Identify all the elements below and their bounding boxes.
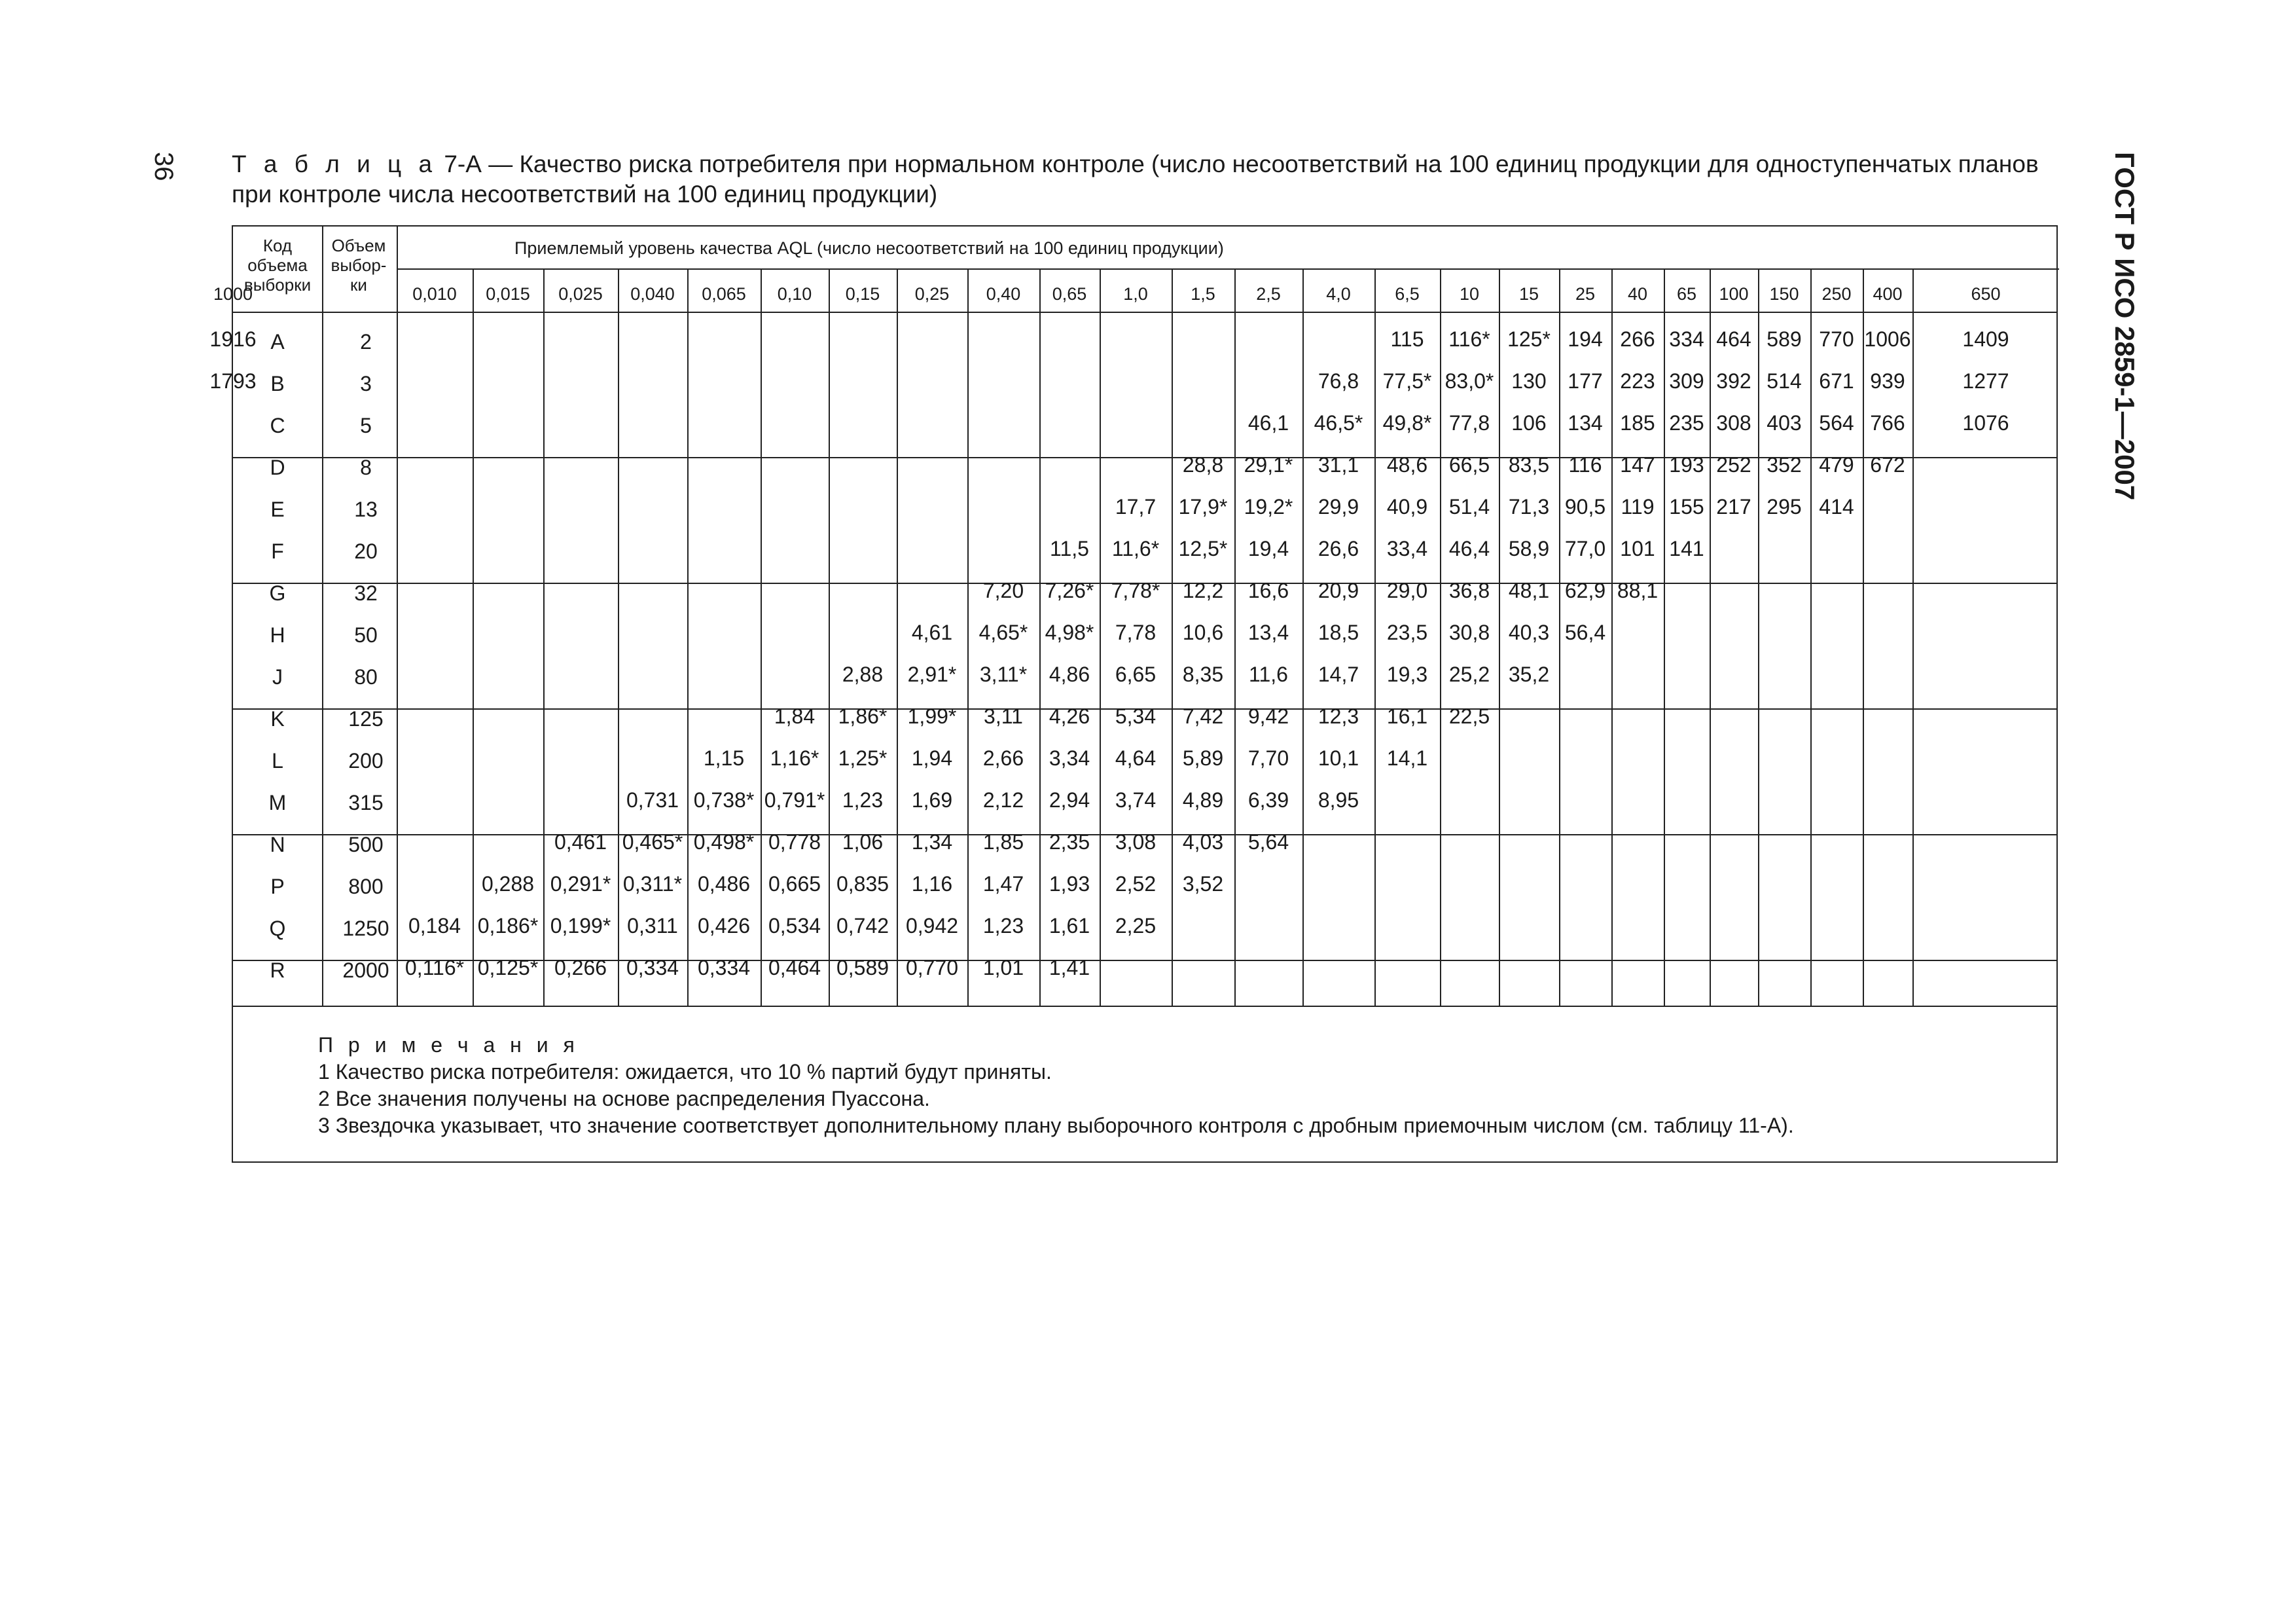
table-cell: 0,534 bbox=[768, 914, 821, 938]
table-cell: 217 bbox=[1716, 495, 1751, 519]
column-divider bbox=[473, 268, 474, 1006]
table-cell: 11,5 bbox=[1050, 537, 1089, 560]
table-cell: 0,311 bbox=[627, 914, 678, 938]
table-cell: 101 bbox=[1620, 537, 1655, 560]
table-cell: 939 bbox=[1870, 369, 1905, 393]
table-cell: 56,4 bbox=[1564, 621, 1606, 644]
table-cell: 0,464 bbox=[768, 956, 821, 979]
table-cell: 40,9 bbox=[1386, 495, 1428, 519]
table-cell: 4,26 bbox=[1049, 704, 1090, 728]
aql-level: 0,65 bbox=[1052, 284, 1087, 304]
table-cell: 2,91* bbox=[907, 663, 957, 686]
table-cell: 77,5* bbox=[1382, 369, 1432, 393]
table-cell: 0,116* bbox=[404, 956, 465, 979]
table-cell: 0,778 bbox=[768, 830, 821, 854]
table-cell: 29,0 bbox=[1386, 579, 1428, 602]
table-cell: 11,6* bbox=[1111, 537, 1160, 560]
table-cell: 1,34 bbox=[911, 830, 953, 854]
aql-level: 15 bbox=[1518, 284, 1539, 304]
header-aql: Приемлемый уровень качества AQL (число несоответствий на 100 единиц продукции) bbox=[514, 238, 1224, 258]
table-cell: 16,1 bbox=[1386, 704, 1428, 728]
table-cell: 77,0 bbox=[1564, 537, 1606, 560]
table-cell: 9,42 bbox=[1247, 704, 1289, 728]
column-divider bbox=[1374, 268, 1376, 1006]
table-cell: 1,16 bbox=[911, 872, 953, 896]
row-sample-size: 50 bbox=[354, 623, 378, 647]
table-cell: 0,199* bbox=[550, 914, 611, 938]
table-cell: 1,01 bbox=[982, 956, 1024, 979]
table-cell: 4,65* bbox=[978, 621, 1028, 644]
aql-level: 100 bbox=[1719, 284, 1749, 304]
table-cell: 0,665 bbox=[768, 872, 821, 896]
table-cell: 2,25 bbox=[1115, 914, 1157, 938]
table-cell: 7,78* bbox=[1111, 579, 1160, 602]
row-sample-size: 800 bbox=[348, 875, 384, 898]
table-cell: 0,731 bbox=[626, 788, 679, 812]
table-cell: 12,3 bbox=[1318, 704, 1359, 728]
table-cell: 1277 bbox=[1962, 369, 2009, 393]
table-cell: 58,9 bbox=[1508, 537, 1550, 560]
row-sample-size: 200 bbox=[348, 749, 384, 773]
table-cell: 11,6 bbox=[1249, 663, 1288, 686]
table-cell: 10,6 bbox=[1182, 621, 1224, 644]
row-sample-size: 500 bbox=[348, 833, 384, 856]
table-cell: 71,3 bbox=[1508, 495, 1550, 519]
consumer-risk-table bbox=[209, 225, 2058, 1163]
table-cell: 4,61 bbox=[911, 621, 953, 644]
table-cell: 46,5* bbox=[1314, 411, 1363, 435]
table-cell: 83,0* bbox=[1444, 369, 1494, 393]
column-divider bbox=[1758, 268, 1759, 1006]
aql-level: 0,25 bbox=[914, 284, 950, 304]
table-cell: 29,9 bbox=[1318, 495, 1359, 519]
caption-line2: при контроле числа несоответствий на 100 единиц продукции) bbox=[232, 181, 938, 208]
table-cell: 1,86* bbox=[838, 704, 888, 728]
caption-prefix: Т а б л и ц а bbox=[232, 151, 438, 177]
aql-level: 650 bbox=[1971, 284, 2001, 304]
table-cell: 0,426 bbox=[697, 914, 751, 938]
aql-level: 0,40 bbox=[986, 284, 1021, 304]
table-cell: 7,70 bbox=[1247, 746, 1289, 770]
table-cell: 2,12 bbox=[982, 788, 1024, 812]
table-cell: 22,5 bbox=[1448, 704, 1490, 728]
table-cell: 116 bbox=[1568, 453, 1602, 477]
aql-level: 25 bbox=[1575, 284, 1596, 304]
column-divider bbox=[322, 227, 323, 1006]
table-cell: 1,94 bbox=[911, 746, 953, 770]
table-cell: 36,8 bbox=[1448, 579, 1490, 602]
table-cell: 29,1* bbox=[1244, 453, 1293, 477]
table-cell: 0,770 bbox=[905, 956, 959, 979]
table-cell: 4,89 bbox=[1182, 788, 1224, 812]
notes-heading: П р и м е ч а н и я bbox=[318, 1033, 579, 1057]
table-cell: 1,23 bbox=[842, 788, 884, 812]
column-divider bbox=[1559, 268, 1560, 1006]
table-cell: 26,6 bbox=[1318, 537, 1359, 560]
table-cell: 1,15 bbox=[703, 746, 745, 770]
table-cell: 134 bbox=[1568, 411, 1603, 435]
table-cell: 1,25* bbox=[838, 746, 888, 770]
aql-level: 0,040 bbox=[630, 284, 675, 304]
row-code: K bbox=[270, 707, 285, 731]
aql-level: 10 bbox=[1459, 284, 1480, 304]
table-cell: 46,4 bbox=[1448, 537, 1490, 560]
row-sample-size: 125 bbox=[348, 707, 384, 731]
table-cell: 28,8 bbox=[1182, 453, 1224, 477]
table-cell: 23,5 bbox=[1386, 621, 1428, 644]
table-cell: 125* bbox=[1507, 327, 1551, 351]
table-cell: 6,65 bbox=[1115, 663, 1157, 686]
row-code: J bbox=[272, 665, 283, 689]
table-cell: 18,5 bbox=[1318, 621, 1359, 644]
table-cell: 2,88 bbox=[842, 663, 884, 686]
aql-level: 0,025 bbox=[558, 284, 603, 304]
aql-level: 0,10 bbox=[777, 284, 812, 304]
column-divider bbox=[543, 268, 545, 1006]
table-cell: 0,125* bbox=[477, 956, 539, 979]
row-code: Q bbox=[269, 917, 286, 940]
row-code: F bbox=[271, 539, 284, 563]
table-cell: 266 bbox=[1620, 327, 1655, 351]
table-cell: 0,288 bbox=[481, 872, 535, 896]
table-cell: 1,41 bbox=[1049, 956, 1090, 979]
header-size-line: Объем bbox=[331, 236, 386, 255]
table-cell: 106 bbox=[1511, 411, 1547, 435]
table-cell: 12,5* bbox=[1178, 537, 1228, 560]
column-divider bbox=[967, 268, 969, 1006]
column-divider bbox=[1611, 268, 1613, 1006]
row-code: C bbox=[270, 414, 285, 437]
column-divider bbox=[1810, 268, 1812, 1006]
aql-level: 2,5 bbox=[1256, 284, 1281, 304]
row-code: L bbox=[272, 749, 283, 773]
table-cell: 3,11* bbox=[979, 663, 1028, 686]
aql-level: 65 bbox=[1676, 284, 1697, 304]
table-cell: 3,34 bbox=[1049, 746, 1090, 770]
aql-level: 1,5 bbox=[1191, 284, 1215, 304]
column-divider bbox=[1664, 268, 1665, 1006]
header-size-line: выбор- bbox=[331, 255, 387, 275]
table-cell: 30,8 bbox=[1448, 621, 1490, 644]
row-sample-size: 2 bbox=[360, 330, 372, 354]
table-cell: 33,4 bbox=[1386, 537, 1428, 560]
table-cell: 1,85 bbox=[982, 830, 1024, 854]
table-caption bbox=[232, 149, 2064, 210]
table-cell: 0,498* bbox=[693, 830, 755, 854]
column-divider bbox=[1302, 268, 1304, 1006]
table-cell: 90,5 bbox=[1564, 495, 1606, 519]
table-cell: 35,2 bbox=[1508, 663, 1550, 686]
row-divider bbox=[233, 312, 2056, 313]
aql-level: 6,5 bbox=[1395, 284, 1420, 304]
column-divider bbox=[1499, 268, 1500, 1006]
standard-code: ГОСТ Р ИСО 2859-1—2007 bbox=[2109, 152, 2140, 501]
table-cell: 48,6 bbox=[1386, 453, 1428, 477]
table-cell: 10,1 bbox=[1318, 746, 1359, 770]
table-cell: 7,78 bbox=[1115, 621, 1157, 644]
table-cell: 19,2* bbox=[1244, 495, 1293, 519]
table-cell: 130 bbox=[1511, 369, 1547, 393]
table-cell: 17,9* bbox=[1178, 495, 1228, 519]
row-divider bbox=[233, 1006, 2056, 1007]
table-cell: 115 bbox=[1390, 327, 1424, 351]
row-sample-size: 8 bbox=[360, 456, 372, 479]
table-cell: 5,89 bbox=[1182, 746, 1224, 770]
aql-level: 400 bbox=[1873, 284, 1903, 304]
table-cell: 308 bbox=[1716, 411, 1751, 435]
table-cell: 2,52 bbox=[1115, 872, 1157, 896]
table-cell: 0,465* bbox=[622, 830, 683, 854]
table-cell: 49,8* bbox=[1382, 411, 1432, 435]
note-item: 3 Звездочка указывает, что значение соответствует дополнительному плану выборочного контроля с дробным приемочным числом (см. таблицу 11-А). bbox=[318, 1114, 1794, 1137]
row-code: N bbox=[270, 833, 285, 856]
aql-level: 4,0 bbox=[1326, 284, 1351, 304]
table-cell: 1,99* bbox=[907, 704, 957, 728]
row-code: H bbox=[270, 623, 285, 647]
table-cell: 403 bbox=[1767, 411, 1802, 435]
table-cell: 352 bbox=[1767, 453, 1802, 477]
row-sample-size: 80 bbox=[354, 665, 378, 689]
row-sample-size: 32 bbox=[354, 581, 378, 605]
table-cell: 0,334 bbox=[697, 956, 751, 979]
row-code: B bbox=[270, 372, 285, 395]
table-cell: 2,66 bbox=[982, 746, 1024, 770]
row-sample-size: 13 bbox=[354, 498, 378, 521]
column-divider bbox=[687, 268, 689, 1006]
aql-level: 1,0 bbox=[1123, 284, 1148, 304]
table-cell: 46,1 bbox=[1247, 411, 1289, 435]
table-cell: 1916 bbox=[209, 327, 257, 351]
table-cell: 8,95 bbox=[1318, 788, 1359, 812]
row-code: E bbox=[270, 498, 285, 521]
table-cell: 177 bbox=[1568, 369, 1603, 393]
table-cell: 0,791* bbox=[764, 788, 825, 812]
table-cell: 0,738* bbox=[693, 788, 755, 812]
row-code: M bbox=[268, 791, 287, 814]
table-cell: 62,9 bbox=[1564, 579, 1606, 602]
aql-level: 40 bbox=[1627, 284, 1648, 304]
column-divider bbox=[397, 227, 398, 1006]
column-divider bbox=[1039, 268, 1041, 1006]
column-divider bbox=[1172, 268, 1173, 1006]
table-cell: 770 bbox=[1819, 327, 1854, 351]
column-divider bbox=[1100, 268, 1101, 1006]
aql-level: 250 bbox=[1821, 284, 1852, 304]
table-cell: 1,84 bbox=[774, 704, 816, 728]
table-cell: 4,03 bbox=[1182, 830, 1224, 854]
table-cell: 3,52 bbox=[1182, 872, 1224, 896]
table-cell: 0,461 bbox=[554, 830, 607, 854]
table-cell: 147 bbox=[1620, 453, 1655, 477]
table-cell: 20,9 bbox=[1318, 579, 1359, 602]
table-cell: 0,266 bbox=[554, 956, 607, 979]
table-cell: 0,486 bbox=[697, 872, 751, 896]
aql-level: 0,065 bbox=[702, 284, 746, 304]
table-cell: 564 bbox=[1819, 411, 1854, 435]
column-divider bbox=[897, 268, 898, 1006]
table-cell: 671 bbox=[1819, 369, 1854, 393]
caption-line1: 7-А — Качество риска потребителя при нормальном контроле (число несоответствий на 100 единиц продукции для одноступенчатых планов bbox=[437, 151, 2039, 177]
table-cell: 7,42 bbox=[1182, 704, 1224, 728]
table-cell: 1006 bbox=[1864, 327, 1911, 351]
header-sample-size bbox=[322, 236, 395, 295]
table-cell: 252 bbox=[1716, 453, 1751, 477]
note-item: 1 Качество риска потребителя: ожидается, что 10 % партий будут приняты. bbox=[318, 1060, 1052, 1084]
row-code: R bbox=[270, 958, 285, 982]
row-sample-size: 3 bbox=[360, 372, 372, 395]
table-cell: 6,39 bbox=[1247, 788, 1289, 812]
column-divider bbox=[761, 268, 762, 1006]
note-item: 2 Все значения получены на основе распределения Пуассона. bbox=[318, 1087, 930, 1110]
table-cell: 40,3 bbox=[1508, 621, 1550, 644]
header-code-line: Код bbox=[262, 236, 293, 255]
table-cell: 12,2 bbox=[1182, 579, 1224, 602]
table-cell: 4,98* bbox=[1045, 621, 1094, 644]
table-cell: 0,835 bbox=[836, 872, 889, 896]
table-cell: 7,26* bbox=[1045, 579, 1094, 602]
column-divider bbox=[829, 268, 830, 1006]
page-number: 36 bbox=[149, 152, 178, 181]
table-cell: 7,20 bbox=[982, 579, 1024, 602]
table-cell: 194 bbox=[1568, 327, 1603, 351]
column-divider bbox=[1710, 268, 1711, 1006]
table-cell: 1,93 bbox=[1049, 872, 1090, 896]
aql-level: 0,15 bbox=[845, 284, 880, 304]
table-cell: 25,2 bbox=[1448, 663, 1490, 686]
table-cell: 14,7 bbox=[1318, 663, 1359, 686]
row-sample-size: 2000 bbox=[342, 958, 389, 982]
table-cell: 2,94 bbox=[1049, 788, 1090, 812]
table-cell: 223 bbox=[1620, 369, 1655, 393]
table-cell: 0,589 bbox=[836, 956, 889, 979]
table-cell: 4,64 bbox=[1115, 746, 1157, 770]
table-cell: 141 bbox=[1669, 537, 1704, 560]
table-cell: 1,47 bbox=[982, 872, 1024, 896]
table-cell: 3,08 bbox=[1115, 830, 1157, 854]
row-sample-size: 20 bbox=[354, 539, 378, 563]
table-cell: 0,742 bbox=[836, 914, 889, 938]
table-cell: 4,86 bbox=[1049, 663, 1090, 686]
table-cell: 1409 bbox=[1962, 327, 2009, 351]
table-cell: 766 bbox=[1870, 411, 1905, 435]
table-cell: 83,5 bbox=[1508, 453, 1550, 477]
row-code: D bbox=[270, 456, 285, 479]
row-sample-size: 1250 bbox=[342, 917, 389, 940]
table-cell: 88,1 bbox=[1617, 579, 1659, 602]
table-cell: 0,942 bbox=[905, 914, 959, 938]
table-cell: 1,16* bbox=[770, 746, 819, 770]
header-code-line: выборки bbox=[243, 275, 312, 295]
column-divider bbox=[1863, 268, 1864, 1006]
table-cell: 8,35 bbox=[1182, 663, 1224, 686]
table-cell: 1793 bbox=[209, 369, 257, 393]
header-size-line: ки bbox=[350, 275, 367, 295]
row-code: P bbox=[270, 875, 285, 898]
table-cell: 185 bbox=[1620, 411, 1655, 435]
table-cell: 48,1 bbox=[1508, 579, 1550, 602]
table-cell: 1,06 bbox=[842, 830, 884, 854]
table-cell: 0,291* bbox=[550, 872, 611, 896]
column-divider bbox=[1440, 268, 1441, 1006]
table-cell: 414 bbox=[1819, 495, 1854, 519]
table-cell: 235 bbox=[1669, 411, 1704, 435]
table-cell: 0,186* bbox=[477, 914, 539, 938]
table-cell: 464 bbox=[1716, 327, 1751, 351]
table-cell: 3,11 bbox=[984, 704, 1023, 728]
table-cell: 514 bbox=[1767, 369, 1802, 393]
table-cell: 77,8 bbox=[1448, 411, 1490, 435]
column-divider bbox=[1234, 268, 1236, 1006]
table-cell: 0,184 bbox=[408, 914, 461, 938]
aql-level: 1000 bbox=[213, 284, 253, 304]
table-cell: 295 bbox=[1767, 495, 1802, 519]
column-divider bbox=[1912, 268, 1914, 1006]
table-cell: 2,35 bbox=[1049, 830, 1090, 854]
table-cell: 193 bbox=[1669, 453, 1704, 477]
column-divider bbox=[618, 268, 619, 1006]
table-cell: 479 bbox=[1819, 453, 1854, 477]
table-cell: 31,1 bbox=[1318, 453, 1359, 477]
row-sample-size: 5 bbox=[360, 414, 372, 437]
table-cell: 309 bbox=[1669, 369, 1704, 393]
table-cell: 392 bbox=[1716, 369, 1751, 393]
aql-level: 150 bbox=[1769, 284, 1799, 304]
row-sample-size: 315 bbox=[348, 791, 384, 814]
table-cell: 5,64 bbox=[1247, 830, 1289, 854]
notes bbox=[318, 1032, 1794, 1139]
table-cell: 3,74 bbox=[1115, 788, 1157, 812]
table-cell: 13,4 bbox=[1247, 621, 1289, 644]
table-cell: 5,34 bbox=[1115, 704, 1157, 728]
table-cell: 17,7 bbox=[1115, 495, 1157, 519]
table-cell: 119 bbox=[1621, 495, 1655, 519]
table-cell: 51,4 bbox=[1448, 495, 1490, 519]
table-cell: 1,61 bbox=[1049, 914, 1090, 938]
table-cell: 16,6 bbox=[1247, 579, 1289, 602]
table-cell: 155 bbox=[1669, 495, 1704, 519]
table-cell: 19,4 bbox=[1247, 537, 1289, 560]
table-cell: 334 bbox=[1669, 327, 1704, 351]
table-cell: 66,5 bbox=[1448, 453, 1490, 477]
table-cell: 0,311* bbox=[622, 872, 683, 896]
aql-level: 0,015 bbox=[486, 284, 530, 304]
table-cell: 76,8 bbox=[1318, 369, 1359, 393]
aql-level: 0,010 bbox=[412, 284, 457, 304]
table-cell: 589 bbox=[1767, 327, 1802, 351]
table-cell: 672 bbox=[1870, 453, 1905, 477]
row-code: A bbox=[270, 330, 285, 354]
table-cell: 116* bbox=[1448, 327, 1490, 351]
table-cell: 0,334 bbox=[626, 956, 679, 979]
table-cell: 1076 bbox=[1962, 411, 2009, 435]
table-cell: 19,3 bbox=[1386, 663, 1428, 686]
header-code-line: объема bbox=[247, 255, 308, 275]
row-code: G bbox=[269, 581, 286, 605]
table-cell: 1,69 bbox=[911, 788, 953, 812]
table-cell: 1,23 bbox=[982, 914, 1024, 938]
table-cell: 14,1 bbox=[1386, 746, 1428, 770]
row-divider bbox=[397, 268, 2059, 270]
